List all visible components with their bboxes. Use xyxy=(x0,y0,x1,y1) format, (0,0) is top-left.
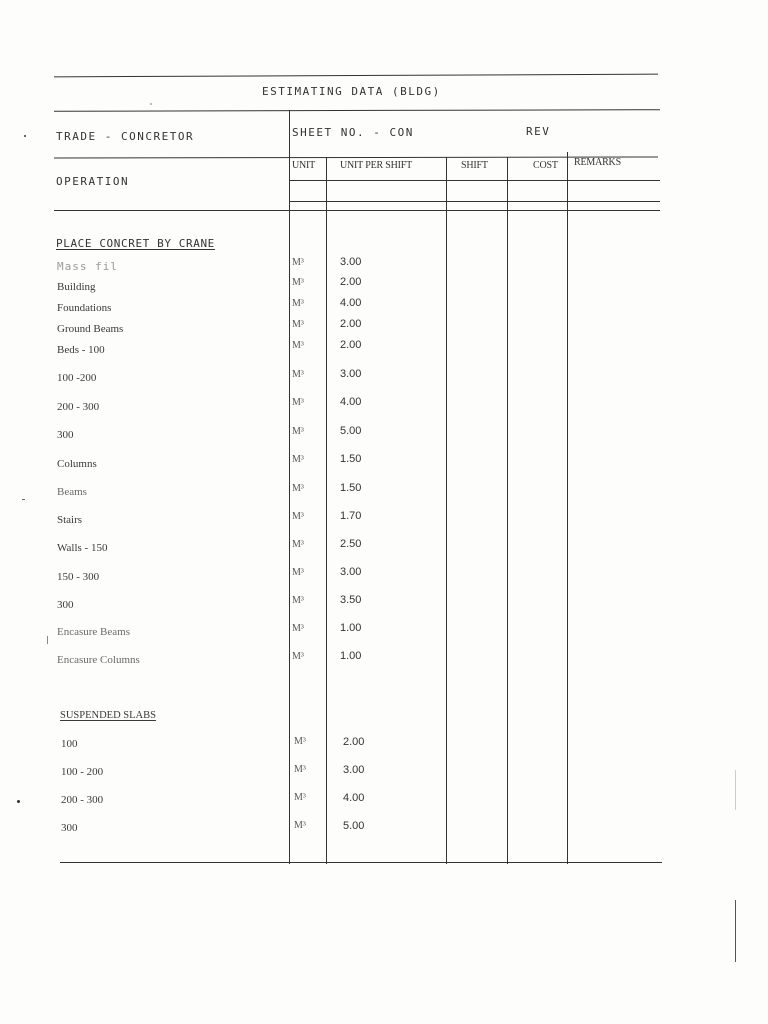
operation-label: Beams xyxy=(57,486,87,498)
operation-label: 300 xyxy=(57,599,74,611)
scan-speck xyxy=(22,499,25,500)
unit-cell: M³ xyxy=(292,397,304,408)
operation-label: Columns xyxy=(57,458,97,470)
unit-cell: M³ xyxy=(292,369,304,380)
unit-cell: M³ xyxy=(292,651,304,662)
operation-label: Stairs xyxy=(57,514,83,526)
unit-per-shift-cell: 2.00 xyxy=(340,276,362,288)
scan-speck xyxy=(47,636,48,644)
operation-label: OPERATION xyxy=(56,175,130,188)
column-header-shift: SHIFT xyxy=(461,160,488,171)
scan-speck xyxy=(17,800,20,803)
operation-label: Building xyxy=(57,281,96,293)
unit-per-shift-cell: 1.00 xyxy=(340,650,362,662)
top-rule xyxy=(54,74,658,78)
unit-per-shift-cell: 3.50 xyxy=(340,594,362,606)
operation-label: Ground Beams xyxy=(57,323,124,335)
operation-label: 200 - 300 xyxy=(57,401,100,413)
unit-cell: M³ xyxy=(292,257,304,268)
unit-per-shift-cell: 2.00 xyxy=(343,736,365,748)
operation-label: Walls - 150 xyxy=(57,542,108,554)
scan-edge-mark xyxy=(735,770,736,810)
operation-label: Mass fil xyxy=(57,260,118,273)
unit-cell: M³ xyxy=(294,736,306,747)
unit-per-shift-cell: 3.00 xyxy=(340,566,362,578)
unit-per-shift-cell: 4.00 xyxy=(340,396,362,408)
operation-label: Foundations xyxy=(57,302,112,314)
unit-per-shift-cell: 5.00 xyxy=(343,820,365,832)
operation-label: 300 xyxy=(61,822,78,834)
unit-per-shift-cell: 1.70 xyxy=(340,510,362,522)
unit-cell: M³ xyxy=(292,539,304,550)
section-heading-suspended-slabs: SUSPENDED SLABS xyxy=(60,710,156,721)
unit-per-shift-cell: 1.00 xyxy=(340,622,362,634)
sheet-label: SHEET NO. - CON xyxy=(292,126,414,139)
unit-per-shift-cell: 5.00 xyxy=(340,425,362,437)
subheader-rule xyxy=(290,201,660,202)
unit-cell: M³ xyxy=(292,277,304,288)
operation-label: Encasure Columns xyxy=(57,654,140,666)
scan-speck xyxy=(24,135,26,137)
unit-cell: M³ xyxy=(292,595,304,606)
trade-label: TRADE - CONCRETOR xyxy=(56,130,195,143)
column-header-remarks: REMARKS xyxy=(574,157,621,168)
unit-cell: M³ xyxy=(292,483,304,494)
operation-label: 100 - 200 xyxy=(61,766,104,778)
title-rule xyxy=(54,109,660,112)
header-bottom-rule xyxy=(54,210,660,211)
page-title: ESTIMATING DATA (BLDG) xyxy=(262,85,441,98)
divider-trade-sheet xyxy=(289,110,290,864)
unit-cell: M³ xyxy=(292,511,304,522)
unit-per-shift-cell: 1.50 xyxy=(340,453,362,465)
divider-cost-remarks xyxy=(567,152,568,864)
unit-per-shift-cell: 2.50 xyxy=(340,538,362,550)
operation-label: Encasure Beams xyxy=(57,626,130,638)
bottom-rule xyxy=(60,862,662,863)
rev-label: REV xyxy=(526,125,551,138)
unit-cell: M³ xyxy=(292,454,304,465)
unit-cell: M³ xyxy=(292,298,304,309)
unit-per-shift-cell: 3.00 xyxy=(343,764,365,776)
unit-cell: M³ xyxy=(294,820,306,831)
unit-cell: M³ xyxy=(292,426,304,437)
unit-cell: M³ xyxy=(294,792,306,803)
unit-per-shift-cell: 1.50 xyxy=(340,482,362,494)
column-header-rule xyxy=(290,180,660,181)
unit-cell: M³ xyxy=(292,319,304,330)
unit-per-shift-cell: 3.00 xyxy=(340,368,362,380)
divider-unit-ups xyxy=(326,157,327,864)
unit-per-shift-cell: 4.00 xyxy=(340,297,362,309)
operation-label: 100 xyxy=(61,738,78,750)
unit-cell: M³ xyxy=(294,764,306,775)
unit-cell: M³ xyxy=(292,340,304,351)
column-header-unit-per-shift: UNIT PER SHIFT xyxy=(340,160,413,171)
divider-shift-cost xyxy=(507,157,508,864)
scan-speck xyxy=(150,103,152,105)
operation-label: 200 - 300 xyxy=(61,794,104,806)
unit-cell: M³ xyxy=(292,567,304,578)
operation-label: Beds - 100 xyxy=(57,344,105,356)
column-header-unit: UNIT xyxy=(292,160,316,171)
operation-label: 300 xyxy=(57,429,74,441)
section-heading-crane: PLACE CONCRET BY CRANE xyxy=(56,237,215,250)
unit-per-shift-cell: 4.00 xyxy=(343,792,365,804)
column-header-cost: COST xyxy=(533,160,558,171)
unit-cell: M³ xyxy=(292,623,304,634)
divider-ups-shift xyxy=(446,157,447,864)
operation-label: 100 -200 xyxy=(57,372,97,384)
unit-per-shift-cell: 3.00 xyxy=(340,256,362,268)
unit-per-shift-cell: 2.00 xyxy=(340,318,362,330)
operation-label: 150 - 300 xyxy=(57,571,100,583)
unit-per-shift-cell: 2.00 xyxy=(340,339,362,351)
scan-edge-mark xyxy=(735,900,736,962)
